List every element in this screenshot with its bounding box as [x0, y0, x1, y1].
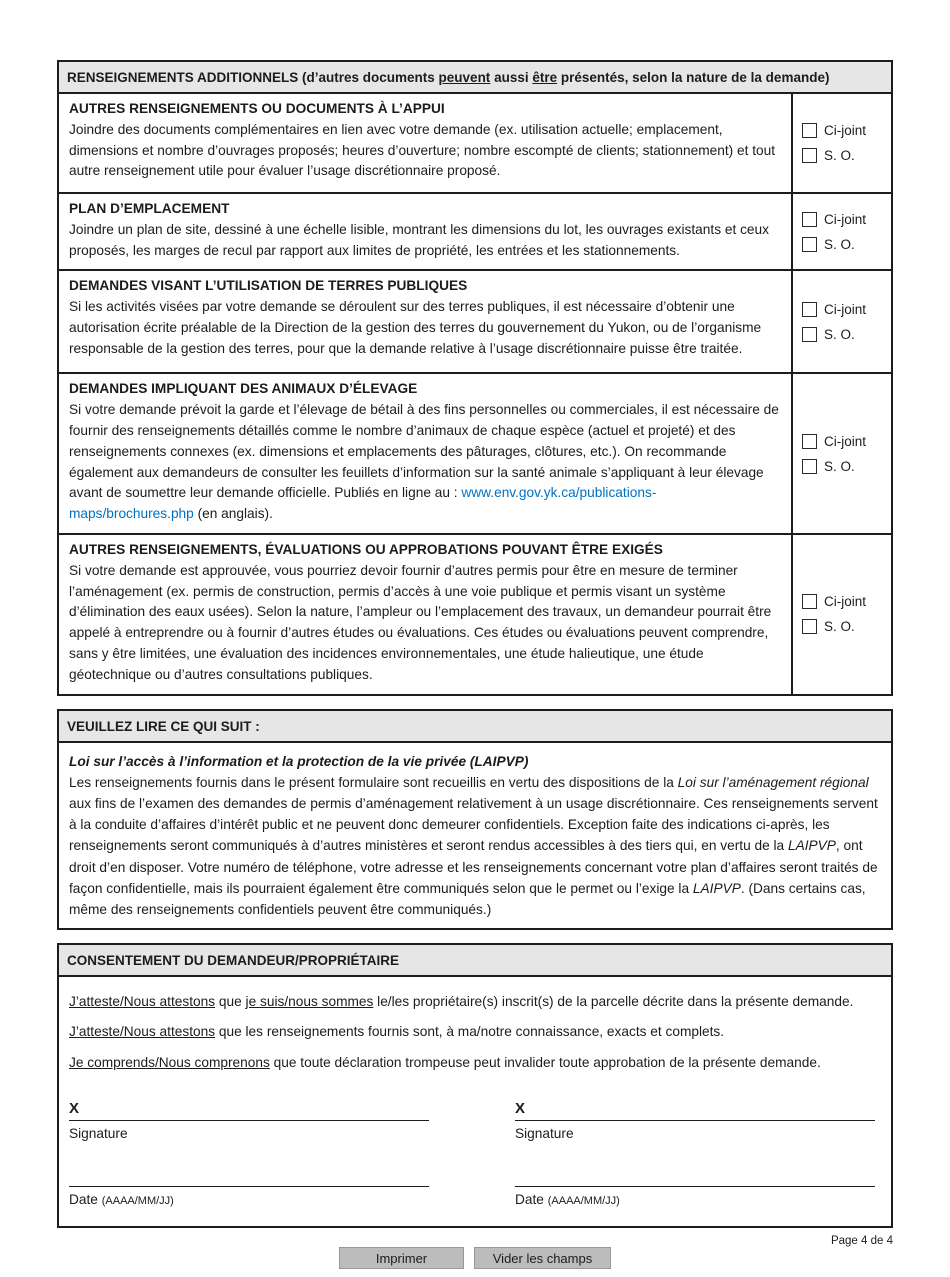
checkbox-column [791, 271, 891, 372]
table-row-other-approvals [57, 535, 893, 696]
checkbox-icon[interactable] [802, 434, 817, 449]
signature-block-1 [69, 1097, 429, 1212]
page-footer [57, 1233, 893, 1277]
table-row-livestock [57, 374, 893, 535]
checkbox-icon[interactable] [802, 212, 817, 227]
header-text: RENSEIGNEMENTS ADDITIONNELS (d’autres documents [67, 70, 439, 85]
read-section-header: VEUILLEZ LIRE CE QUI SUIT : [57, 709, 893, 743]
checkbox-column [791, 194, 891, 269]
attestation-line: J’atteste/Nous attestons que je suis/nous sommes le/les propriétaire(s) inscrit(s) de la parcelle décrite dans la présente demande. [69, 994, 854, 1010]
privacy-notice [57, 743, 893, 931]
additional-info-header [57, 60, 893, 94]
checkbox-label: S. O. [824, 458, 855, 474]
ci-joint-checkbox[interactable] [802, 123, 891, 138]
checkbox-icon[interactable] [802, 459, 817, 474]
row-body: Si les activités visées par votre demande se déroulent sur des terres publiques, il est nécessaire d’obtenir une autorisation écrite préalable de la Direction de la gestion des terres du gouvernement du Yukon, ou de l’organisme responsable de la gestion des terres, pour que la demande relative à l’usage discrétionnaire puisse être traitée. [69, 299, 762, 356]
header-text: aussi [490, 70, 533, 85]
checkbox-icon[interactable] [802, 237, 817, 252]
clear-fields-button[interactable]: Vider les champs [474, 1247, 611, 1269]
checkbox-label: S. O. [824, 619, 855, 635]
header-underlined-word: être [532, 70, 558, 85]
checkbox-label: S. O. [824, 148, 855, 163]
header-underlined-word: peuvent [438, 70, 491, 85]
checkbox-label: Ci-joint [824, 594, 867, 610]
row-title: AUTRES RENSEIGNEMENTS OU DOCUMENTS À L’APPUI [69, 101, 445, 116]
body-text: Si votre demande prévoit la garde et l’élevage de bétail à des fins personnelles ou commerciales, il est nécessaire de fournir des renseignements détaillés comme le nombre d’animaux de chaque espèce (actuel et projeté) et des renseignements connexes (ex. dimensions et emplacements des pâturages, clôtures, etc.). On recommande également aux demandeurs de consulter les feuillets d’information sur la santé animale s’appliquant à leur élevage avant de soumettre leur demande officielle. Publiés en ligne au : [69, 402, 779, 501]
ci-joint-checkbox[interactable] [802, 434, 891, 449]
so-checkbox[interactable] [802, 148, 891, 163]
print-button[interactable]: Imprimer [339, 1247, 464, 1269]
signature-label: Signature [515, 1125, 574, 1141]
checkbox-column [791, 374, 891, 533]
date-field-2[interactable] [515, 1144, 875, 1187]
table-row-supporting-documents [57, 94, 893, 194]
ci-joint-checkbox[interactable] [802, 212, 891, 227]
row-body: Joindre un plan de site, dessiné à une échelle lisible, montrant les dimensions du lot, les ouvrages existants et ceux proposés, les marges de recul par rapport aux limites de propriété, les entrées et les stationnements. [69, 221, 769, 258]
date-format-hint: (AAAA/MM/JJ) [101, 1194, 174, 1207]
signature-block-2 [515, 1097, 875, 1212]
form-buttons [57, 1233, 893, 1269]
page-number: Page 4 de 4 [830, 1235, 893, 1248]
brochures-link[interactable]: www.env.gov.yk.ca/publications-maps/brochures.php [69, 485, 657, 522]
row-title: DEMANDES VISANT L’UTILISATION DE TERRES PUBLIQUES [69, 278, 468, 294]
checkbox-label: S. O. [824, 326, 855, 342]
checkbox-label: Ci-joint [824, 123, 867, 138]
checkbox-label: Ci-joint [824, 433, 867, 449]
row-body: Joindre des documents complémentaires en lien avec votre demande (ex. utilisation actuelle; emplacement, dimensions et nombre d’ouvrages proposés; heures d’ouverture; nombre escompté de clients; stationnement) et tout autre renseignement utile pour évaluer l’usage discrétionnaire proposé. [69, 121, 776, 179]
so-checkbox[interactable] [802, 459, 891, 474]
so-checkbox[interactable] [802, 327, 891, 342]
attestation-line: J’atteste/Nous attestons que les renseignements fournis sont, à ma/notre connaissance, exacts et complets. [69, 1024, 725, 1040]
privacy-paragraph: Les renseignements fournis dans le présent formulaire sont recueillis en vertu des dispositions de la Loi sur l’aménagement régional aux fins de l’examen des demandes de permis d’aménagement relativement à un usage discrétionnaire. Ces renseignements servent à la conduite d’affaires d’intérêt public et ne peuvent donc demeurer confidentiels. Exception faite des indications ci-après, les renseignements seront communiqués à d’autres ministères et seront rendus accessibles à des tiers qui, en vertu de la LAIPVP, ont droit d’en disposer. Votre numéro de téléphone, votre adresse et les renseignements concernant votre plan d’affaires seront traités de façon confidentielle, mais ils pourraient également être communiqués selon que le permet ou l’exige la LAIPVP. (Dans certains cas, même des renseignements confidentiels peuvent être communiqués.) [69, 774, 878, 917]
checkbox-icon[interactable] [802, 619, 817, 634]
privacy-law-title: Loi sur l’accès à l’information et la protection de la vie privée (LAIPVP) [69, 753, 529, 769]
date-format-hint: (AAAA/MM/JJ) [547, 1194, 620, 1207]
date-label: Date (AAAA/MM/JJ) [515, 1191, 620, 1207]
date-label: Date (AAAA/MM/JJ) [69, 1191, 174, 1207]
signature-label: Signature [69, 1125, 128, 1141]
table-row-public-lands [57, 271, 893, 374]
checkbox-icon[interactable] [802, 594, 817, 609]
header-text: présentés, selon la nature de la demande) [557, 70, 830, 85]
ci-joint-checkbox[interactable] [802, 594, 891, 609]
checkbox-column [791, 94, 891, 192]
form-page [57, 60, 893, 1277]
signature-field-1[interactable] [69, 1097, 429, 1121]
row-body [69, 400, 781, 525]
checkbox-label: Ci-joint [824, 301, 867, 317]
signature-area [69, 1097, 881, 1212]
x-mark: X [69, 1099, 80, 1117]
consent-section [57, 977, 893, 1228]
ci-joint-checkbox[interactable] [802, 302, 891, 317]
checkbox-label: S. O. [824, 236, 855, 252]
consent-section-header: CONSENTEMENT DU DEMANDEUR/PROPRIÉTAIRE [57, 943, 893, 977]
so-checkbox[interactable] [802, 619, 891, 634]
checkbox-icon[interactable] [802, 148, 817, 163]
table-row-site-plan [57, 194, 893, 271]
checkbox-column [791, 535, 891, 694]
date-field-1[interactable] [69, 1144, 429, 1187]
row-title: AUTRES RENSEIGNEMENTS, ÉVALUATIONS OU APPROBATIONS POUVANT ÊTRE EXIGÉS [69, 541, 663, 557]
row-title: DEMANDES IMPLIQUANT DES ANIMAUX D’ÉLEVAGE [69, 381, 418, 397]
body-text: (en anglais). [193, 506, 273, 522]
signature-field-2[interactable] [515, 1097, 875, 1121]
attestation-line: Je comprends/Nous comprenons que toute déclaration trompeuse peut invalider toute approbation de la présente demande. [69, 1054, 821, 1070]
checkbox-label: Ci-joint [824, 211, 867, 227]
so-checkbox[interactable] [802, 237, 891, 252]
row-body: Si votre demande est approuvée, vous pourriez devoir fournir d’autres permis pour être en mesure de terminer l’aménagement (ex. permis de construction, permis d’accès à une voie publique et permis visant un système d’élimination des eaux usées). Selon la nature, l’ampleur ou l’emplacement des travaux, un demandeur pourrait être appelé à entreprendre ou à fournir d’autres études ou évaluations. Ces études ou évaluations peuvent comprendre, sans y être limitées, une évaluation des incidences environnementales, une étude halieutique, une étude géotechnique ou d’autres consultations publiques. [69, 562, 772, 682]
row-title: PLAN D’EMPLACEMENT [69, 201, 230, 216]
x-mark: X [515, 1099, 526, 1117]
checkbox-icon[interactable] [802, 302, 817, 317]
checkbox-icon[interactable] [802, 327, 817, 342]
checkbox-icon[interactable] [802, 123, 817, 138]
